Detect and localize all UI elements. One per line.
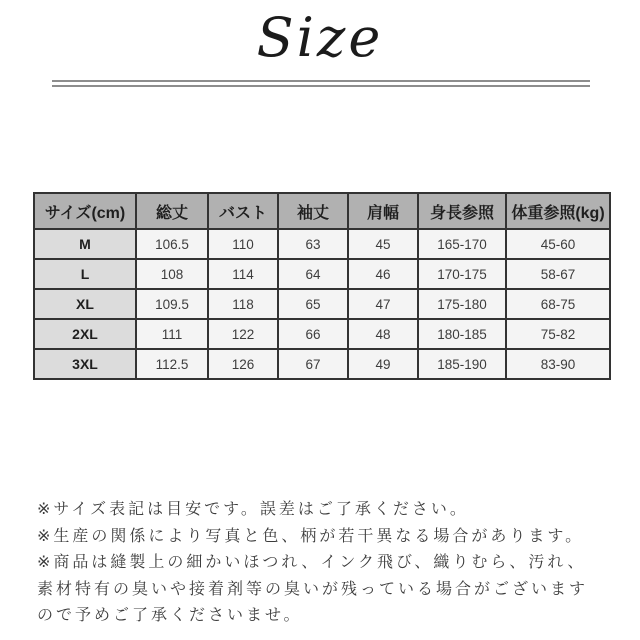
value-cell: 112.5: [136, 349, 208, 379]
value-cell: 110: [208, 229, 278, 259]
value-cell: 111: [136, 319, 208, 349]
table-row-xl: [34, 289, 610, 319]
value-cell: 58-67: [506, 259, 610, 289]
page-title: Size: [256, 6, 384, 69]
value-cell: 185-190: [418, 349, 506, 379]
value-cell: 64: [278, 259, 348, 289]
note-line-2: ※生産の関係により写真と色、柄が若干異なる場合があります。: [37, 527, 585, 545]
value-cell: 170-175: [418, 259, 506, 289]
title-divider: [52, 80, 590, 87]
table-row-l: [34, 259, 610, 289]
value-cell: 114: [208, 259, 278, 289]
value-cell: 108: [136, 259, 208, 289]
size-cell: XL: [34, 289, 136, 319]
value-cell: 165-170: [418, 229, 506, 259]
value-cell: 122: [208, 319, 278, 349]
col-header-height-ref: 身長参照: [418, 193, 506, 229]
col-header-total-length: 総丈: [136, 193, 208, 229]
notes-section: [37, 497, 637, 630]
value-cell: 45: [348, 229, 418, 259]
note-line-1: ※サイズ表記は目安です。誤差はご了承ください。: [37, 501, 469, 518]
value-cell: 118: [208, 289, 278, 319]
size-table: [33, 192, 611, 380]
value-cell: 109.5: [136, 289, 208, 319]
value-cell: 46: [348, 259, 418, 289]
col-header-size: サイズ(cm): [34, 193, 136, 229]
value-cell: 83-90: [506, 349, 610, 379]
value-cell: 68-75: [506, 289, 610, 319]
note-line-4: 素材特有の臭いや接着剤等の臭いが残っている場合がございます: [37, 580, 589, 598]
size-cell: L: [34, 259, 136, 289]
table-row-3xl: [34, 349, 610, 379]
value-cell: 45-60: [506, 229, 610, 259]
size-cell: 3XL: [34, 349, 136, 379]
value-cell: 180-185: [418, 319, 506, 349]
value-cell: 49: [348, 349, 418, 379]
col-header-bust: バスト: [208, 193, 278, 229]
size-cell: M: [34, 229, 136, 259]
value-cell: 106.5: [136, 229, 208, 259]
value-cell: 75-82: [506, 319, 610, 349]
note-line-3: ※商品は縫製上の細かいほつれ、インク飛び、織りむら、汚れ、: [37, 554, 587, 571]
value-cell: 66: [278, 319, 348, 349]
col-header-sleeve-length: 袖丈: [278, 193, 348, 229]
value-cell: 48: [348, 319, 418, 349]
value-cell: 175-180: [418, 289, 506, 319]
value-cell: 47: [348, 289, 418, 319]
value-cell: 67: [278, 349, 348, 379]
table-row-m: [34, 229, 610, 259]
col-header-weight-ref: 体重参照(kg): [506, 193, 610, 229]
value-cell: 65: [278, 289, 348, 319]
table-row-2xl: [34, 319, 610, 349]
col-header-shoulder-width: 肩幅: [348, 193, 418, 229]
size-cell: 2XL: [34, 319, 136, 349]
value-cell: 63: [278, 229, 348, 259]
note-line-5: ので予めご了承くださいませ。: [37, 607, 303, 624]
value-cell: 126: [208, 349, 278, 379]
table-header-row: [34, 193, 610, 229]
